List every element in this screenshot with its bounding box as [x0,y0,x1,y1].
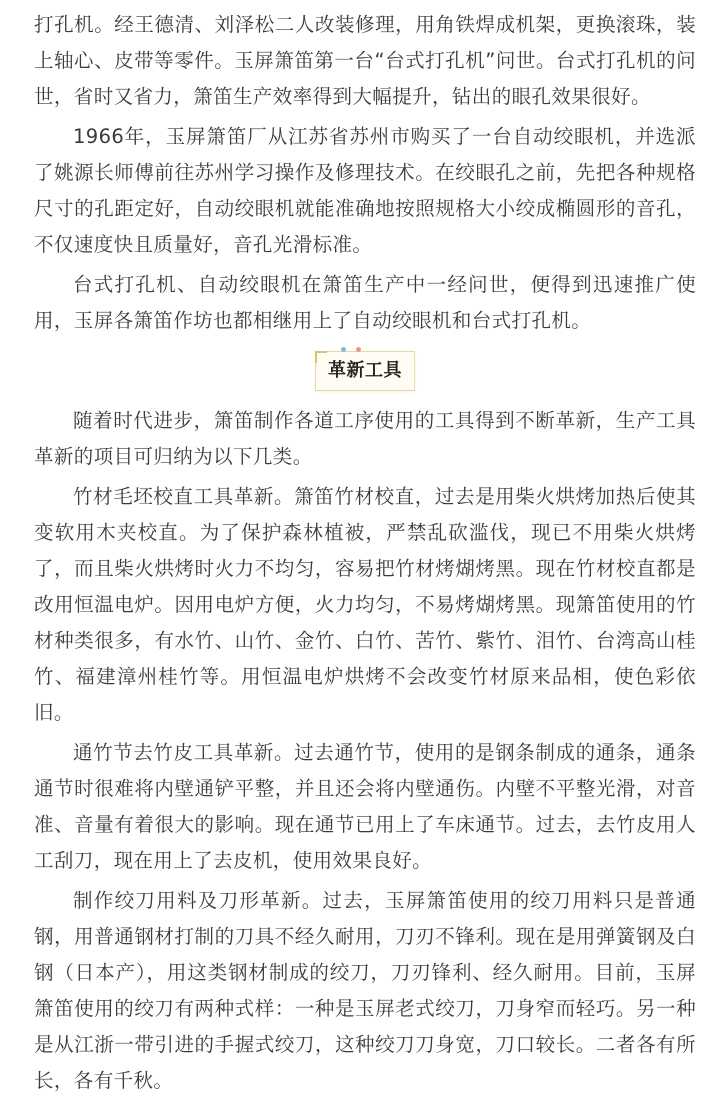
paragraph-reamer-blade: 制作绞刀用料及刀形革新。过去，玉屏箫笛使用的绞刀用料只是普通钢，用普通钢材打制的刀具不经久耐用，刀刃不锋利。现在是用弹簧钢及白钢（日本产），用这类钢材制成的绞刀，刀刃锋利、经久耐用。目前，玉屏箫笛使用的绞刀有两种式样：一种是玉屏老式绞刀，刀身窄而轻巧。另一种是从江浙一带引进的手握式绞刀，这种绞刀刀身宽，刀口较长。二者各有所长，各有千秋。 [34,889,696,1092]
heading-dot-blue [341,347,346,352]
section-heading [34,351,696,391]
heading-corner-ornament [315,351,327,363]
paragraph-node-clearing: 通竹节去竹皮工具革新。过去通竹节，使用的是钢条制成的通条，通条通节时很难将内壁通铲平整，并且还会将内壁通伤。内壁不平整光滑，对音准、音量有着很大的影响。现在通节已用上了车床通节。过去，去竹皮用人工刮刀，现在用上了去皮机，使用效果良好。 [34,741,696,872]
paragraph-promotion: 台式打孔机、自动绞眼机在箫笛生产中一经问世，便得到迅速推广使用，玉屏各箫笛作坊也都相继用上了自动绞眼机和台式打孔机。 [34,273,696,332]
paragraph-tai-shi-da-kong-ji: 打孔机。经王德清、刘泽松二人改装修理，用角铁焊成机架，更换滚珠，装上轴心、皮带等零件。玉屏箫笛第一台“台式打孔机”问世。台式打孔机的问世，省时又省力，箫笛生产效率得到大幅提升，钻出的眼孔效果很好。 [34,13,696,108]
section-heading-box [315,351,415,391]
paragraph-1966-auto-reamer: 1966年，玉屏箫笛厂从江苏省苏州市购买了一台自动绞眼机，并选派了姚源长师傅前往苏州学习操作及修理技术。在绞眼孔之前，先把各种规格尺寸的孔距定好，自动绞眼机就能准确地按照规格大小绞成椭圆形的音孔，不仅速度快且质量好，音孔光滑标准。 [34,125,696,256]
heading-dot-red [356,347,361,352]
paragraph-intro-tools: 随着时代进步，箫笛制作各道工序使用的工具得到不断革新，生产工具革新的项目可归纳为以下几类。 [34,409,696,468]
paragraph-bamboo-straightening: 竹材毛坯校直工具革新。箫笛竹材校直，过去是用柴火烘烤加热后使其变软用木夹校直。为了保护森林植被，严禁乱砍滥伐，现已不用柴火烘烤了，而且柴火烘烤时火力不均匀，容易把竹材烤煳烤黑。现在竹材校直都是改用恒温电炉。因用电炉方便，火力均匀，不易烤煳烤黑。现箫笛使用的竹材种类很多，有水竹、山竹、金竹、白竹、苦竹、紫竹、泪竹、台湾高山桂竹、福建漳州桂竹等。用恒温电炉烘烤不会改变竹材原来品相，使色彩依旧。 [34,485,696,724]
section-heading-text: 革新工具 [328,360,402,381]
